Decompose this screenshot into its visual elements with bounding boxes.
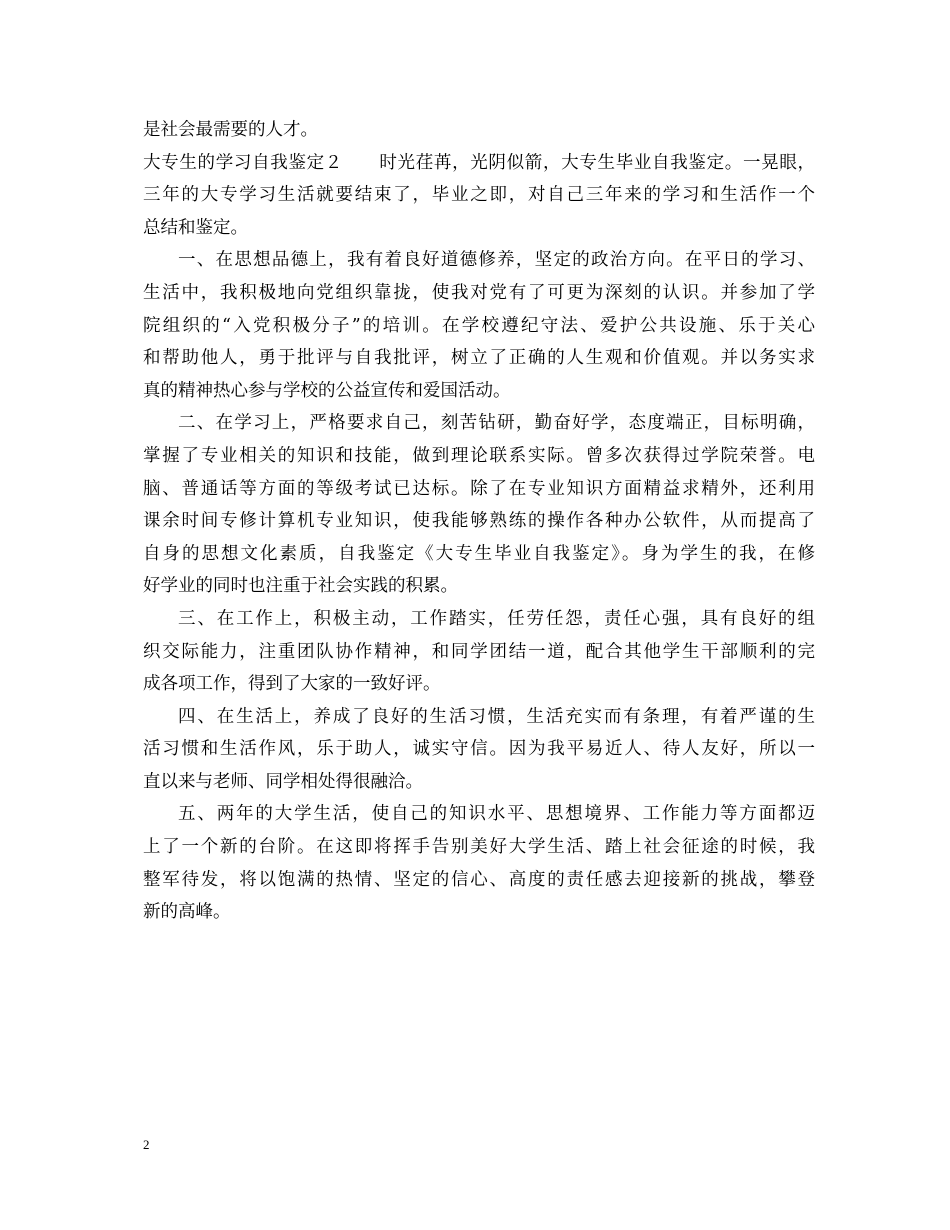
paragraph-3-line-3: 成各项工作，得到了大家的一致好评。 (143, 674, 441, 695)
text-line-4: 总结和鉴定。 (143, 217, 248, 238)
paragraph-5-line-2: 上了一个新的台阶。在这即将挥手告别美好大学生活、踏上社会征途的时候，我 (143, 837, 815, 858)
paragraph-2-line-3: 脑、普通话等方面的等级考试已达标。除了在专业知识方面精益求精外，还利用 (143, 478, 815, 499)
paragraph-2-line-1: 二、在学习上，严格要求自己，刻苦钻研，勤奋好学，态度端正，目标明确， (178, 413, 815, 434)
text-line-1: 是社会最需要的人才。 (143, 120, 318, 140)
paragraph-5-line-4: 新的高峰。 (143, 902, 231, 923)
paragraph-2-line-2: 掌握了专业相关的知识和技能，做到理论联系实际。曾多次获得过学院荣誉。电 (143, 445, 815, 466)
paragraph-5-line-3: 整军待发，将以饱满的热情、坚定的信心、高度的责任感去迎接新的挑战，攀登 (143, 869, 815, 890)
paragraph-2-line-4: 课余时间专修计算机专业知识，使我能够熟练的操作各种办公软件，从而提高了 (143, 511, 815, 532)
paragraph-1-line-5: 真的精神热心参与学校的公益宣传和爱国活动。 (143, 380, 511, 401)
paragraph-5-line-1: 五、两年的大学生活，使自己的知识水平、思想境界、工作能力等方面都迈 (178, 804, 815, 825)
text-line-3: 三年的大专学习生活就要结束了，毕业之即，对自己三年来的学习和生活作一个 (143, 185, 815, 206)
paragraph-2-line-6: 好学业的同时也注重于社会实践的积累。 (143, 576, 458, 597)
paragraph-3-line-1: 三、在工作上，积极主动，工作踏实，任劳任怨，责任心强，具有良好的组 (178, 608, 815, 629)
paragraph-3-line-2: 织交际能力，注重团队协作精神，和同学团结一道，配合其他学生干部顺利的完 (143, 641, 815, 662)
paragraph-4-line-3: 直以来与老师、同学相处得很融洽。 (143, 771, 423, 792)
paragraph-4-line-2: 活习惯和生活作风，乐于助人，诚实守信。因为我平易近人、待人友好，所以一 (143, 739, 815, 760)
paragraph-4-line-1: 四、在生活上，养成了良好的生活习惯，生活充实而有条理，有着严谨的生 (178, 706, 815, 727)
page-number: 2 (143, 1137, 150, 1152)
paragraph-1-line-1: 一、在思想品德上，我有着良好道德修养，坚定的政治方向。在平日的学习、 (178, 250, 815, 271)
paragraph-1-line-3: 院组织的“入党积极分子”的培训。在学校遵纪守法、爱护公共设施、乐于关心 (143, 315, 815, 336)
document-body (143, 114, 815, 929)
paragraph-1-line-2: 生活中，我积极地向党组织靠拢，使我对党有了可更为深刻的认识。并参加了学 (143, 282, 815, 303)
paragraph-1-line-4: 和帮助他人，勇于批评与自我批评，树立了正确的人生观和价值观。并以务实求 (143, 348, 815, 369)
paragraph-2-line-5: 自身的思想文化素质，自我鉴定《大专生毕业自我鉴定》。身为学生的我，在修 (143, 543, 815, 564)
text-line-2: 大专生的学习自我鉴定２ 时光荏苒，光阴似箭，大专生毕业自我鉴定。一晃眼， (143, 152, 815, 173)
